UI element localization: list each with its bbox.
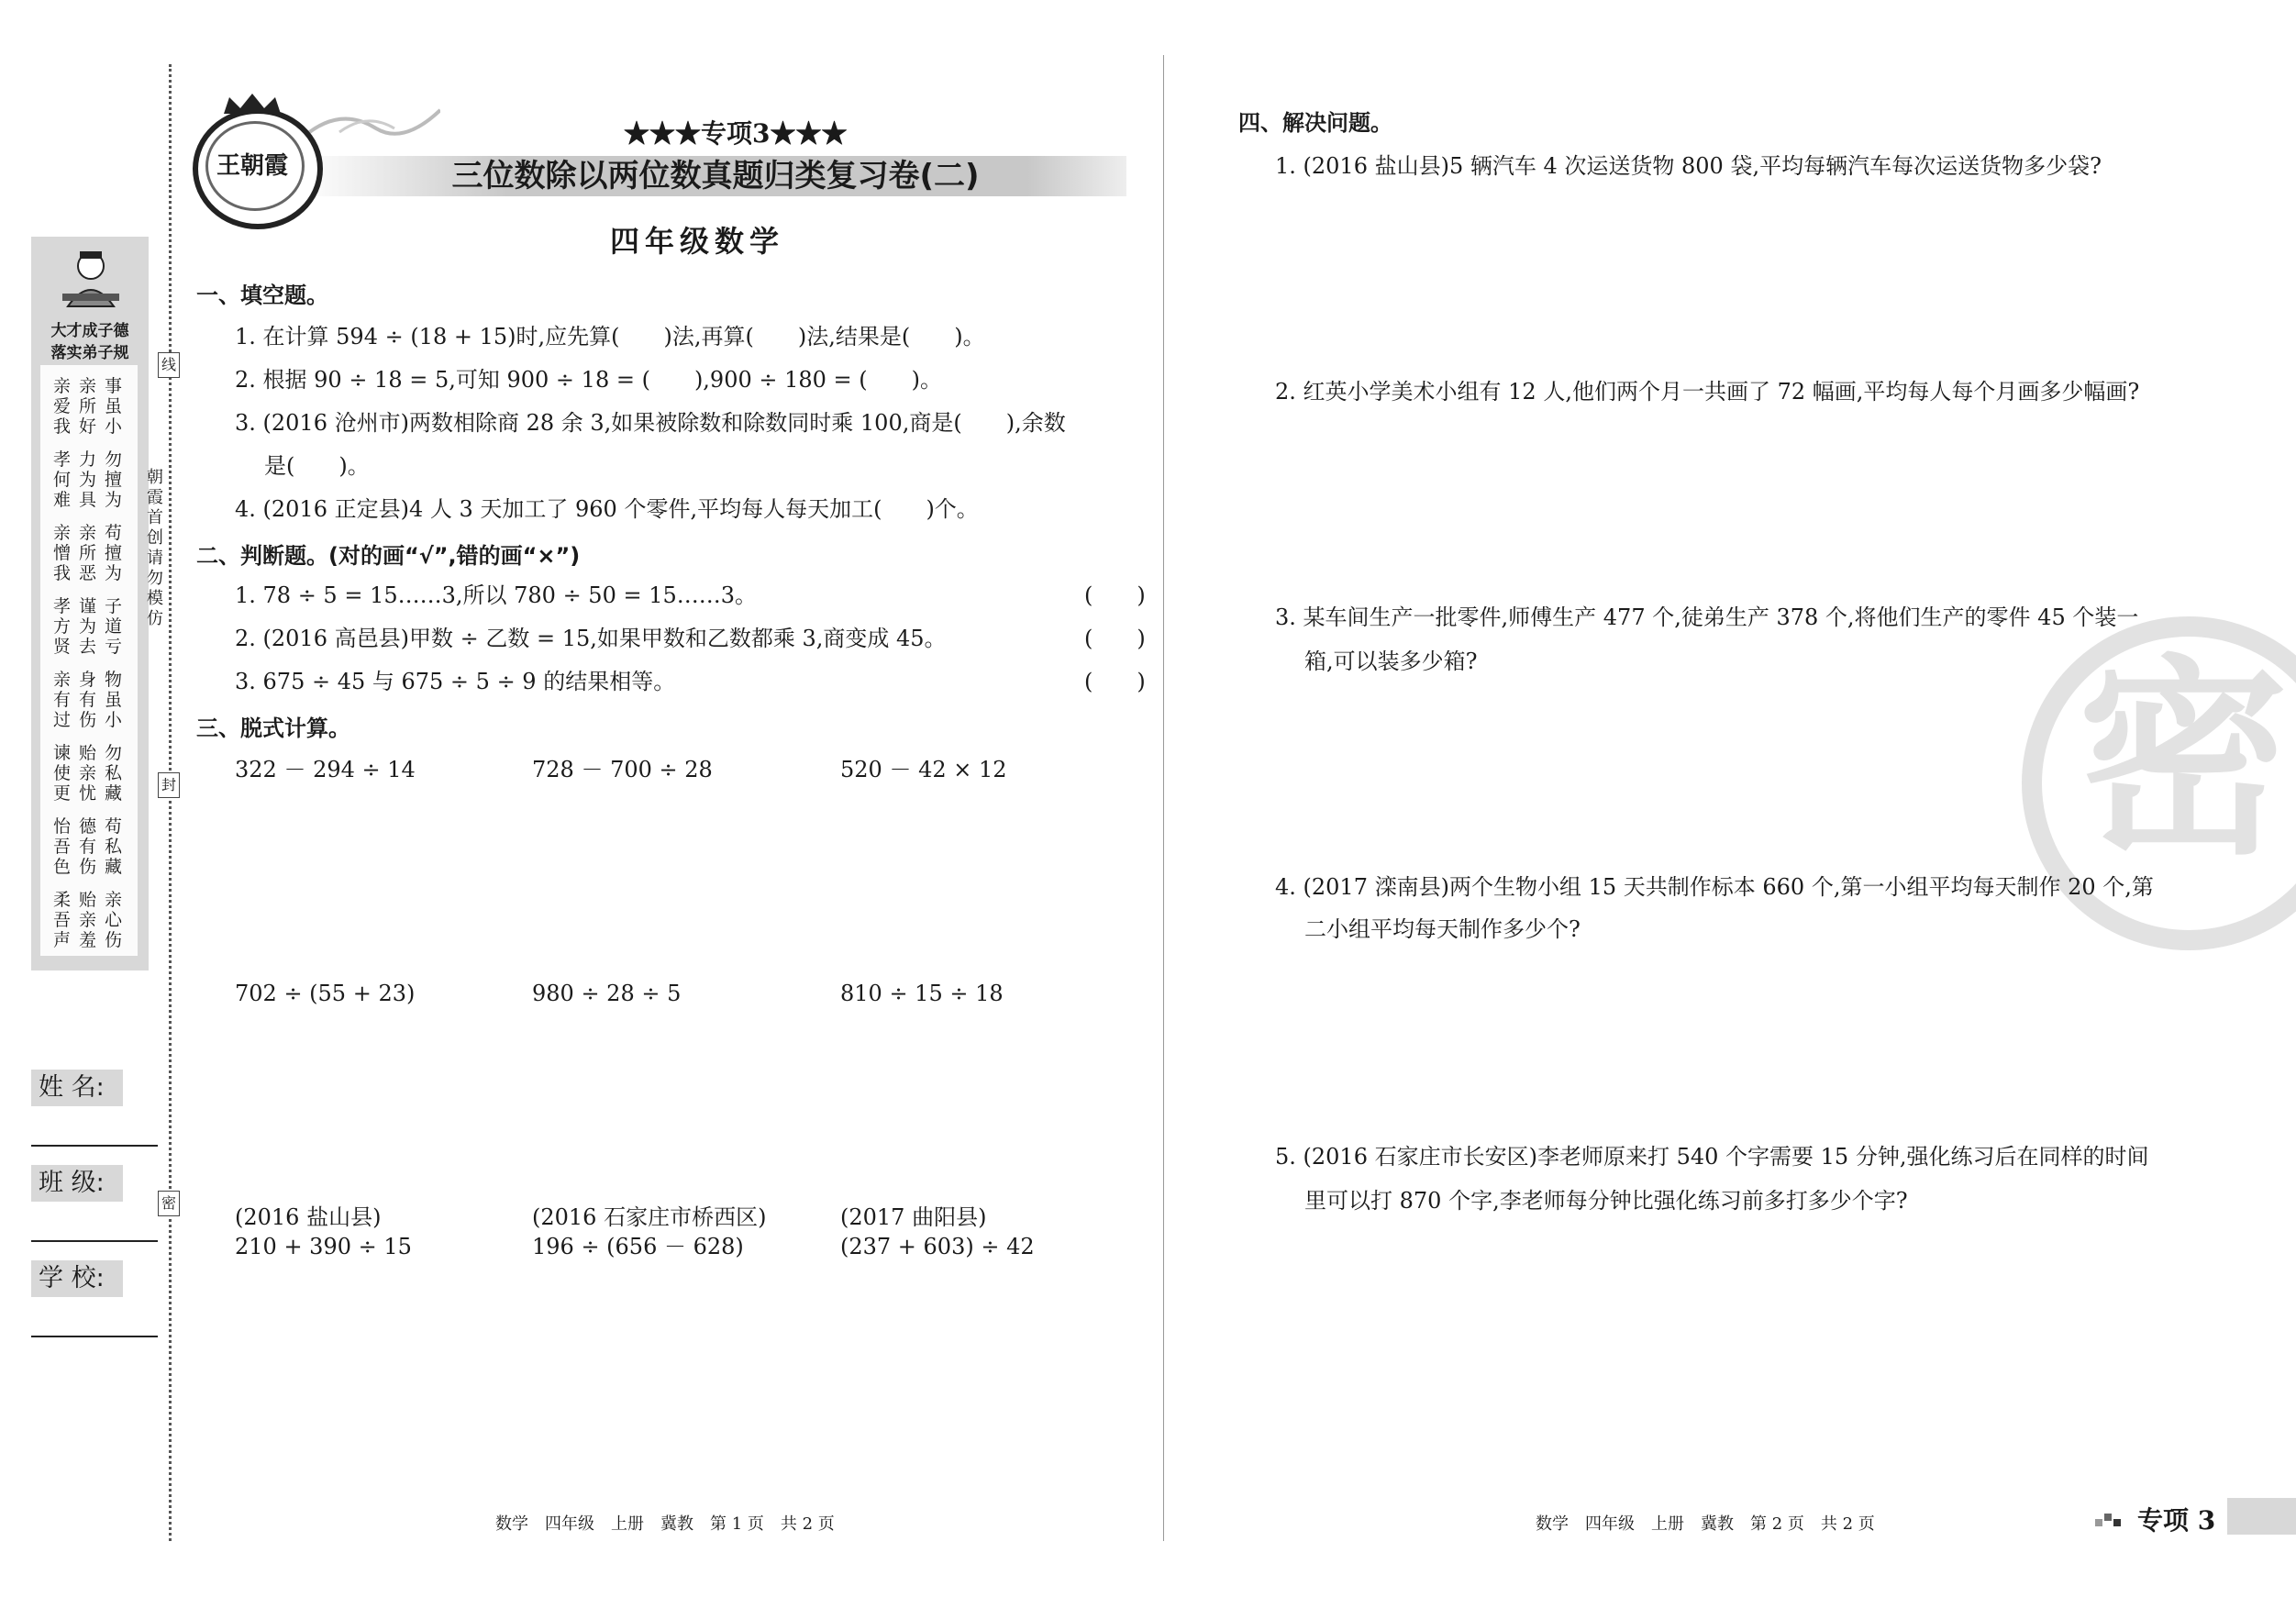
ribbon-decoration <box>303 101 440 147</box>
problem-5: 5. (2016 石家庄市长安区)李老师原来打 540 个字需要 15 分钟,强化练习后在同样的时间 <box>1275 1144 2149 1170</box>
footer-right: 数学 四年级 上册 冀教 第 2 页 共 2 页 <box>1536 1514 1875 1534</box>
class-field[interactable] <box>31 1240 158 1242</box>
poem-col: 贻亲羞 <box>79 890 97 950</box>
poem-col: 苟擅为 <box>105 523 123 583</box>
calc-item: 810 ÷ 15 ÷ 18 <box>840 981 1004 1006</box>
binding-text: 朝霞首创 请勿模仿 <box>147 468 163 628</box>
problem-1: 1. (2016 盐山县)5 辆汽车 4 次运送货物 800 袋,平均每辆汽车每次运送货物多少袋? <box>1275 153 2102 179</box>
page-subtitle: 四年级数学 <box>609 224 784 259</box>
fill-question-1: 1. 在计算 594 ÷ (18 + 15)时,应先算( )法,再算( )法,结果是( )。 <box>235 324 985 349</box>
watermark-char: 密 <box>2077 638 2289 883</box>
binding-mark-secret: 密 <box>158 1191 180 1216</box>
section-heading: 四、解决问题。 <box>1238 110 1392 136</box>
section-heading: 三、脱式计算。 <box>196 715 350 741</box>
name-label: 姓 名: <box>31 1070 123 1106</box>
problem-3: 3. 某车间生产一批零件,师傅生产 477 个,徒弟生产 378 个,将他们生产的零件 45 个装一 <box>1275 604 2139 630</box>
sidebar-motto-2: 落实弟子规 <box>50 344 129 362</box>
class-label: 班 级: <box>31 1165 123 1202</box>
page-title: 三位数除以两位数真题归类复习卷(二) <box>451 158 980 194</box>
problem-4: 4. (2017 滦南县)两个生物小组 15 天共制作标本 660 个,第一小组平均每天制作 20 个,第 <box>1275 874 2154 900</box>
poem-col: 亲有过 <box>53 670 72 730</box>
binding-mark-seal: 封 <box>158 772 180 798</box>
fill-question-2: 2. 根据 90 ÷ 18 = 5,可知 900 ÷ 18 = ( ),900 ÷ 180 = ( )。 <box>235 367 943 393</box>
section-heading: 二、判断题。(对的画“√”,错的画“×”) <box>196 543 581 569</box>
judge-question-1: 1. 78 ÷ 5 = 15……3,所以 780 ÷ 50 = 15……3。 <box>235 582 758 608</box>
binding-mark-line: 线 <box>158 352 180 378</box>
poem-col: 子道亏 <box>105 596 123 657</box>
poem-col: 谨为去 <box>79 596 97 657</box>
problem-4-cont: 二小组平均每天制作多少个? <box>1304 916 1581 942</box>
binding-line <box>169 64 172 1541</box>
poem-col: 苟私藏 <box>105 816 123 877</box>
poem-col: 勿私藏 <box>105 743 123 804</box>
poem-col: 谏使更 <box>53 743 72 804</box>
calc-item: 520 － 42 × 12 <box>840 757 1007 782</box>
footer-left: 数学 四年级 上册 冀教 第 1 页 共 2 页 <box>495 1514 835 1534</box>
poem-col: 亲所好 <box>79 376 97 437</box>
corner-tab <box>2227 1498 2296 1535</box>
calc-item: 728 － 700 ÷ 28 <box>532 757 713 782</box>
poem-col: 勿擅为 <box>105 449 123 510</box>
problem-2: 2. 红英小学美术小组有 12 人,他们两个月一共画了 72 幅画,平均每人每个月画多少幅画? <box>1275 379 2140 405</box>
judge-answer-box[interactable]: ( ) <box>1084 626 1146 651</box>
poem-col: 孝方贤 <box>53 596 72 657</box>
poem-col: 孝何难 <box>53 449 72 510</box>
corner-dots <box>2095 1510 2132 1528</box>
calc-item: 196 ÷ (656 － 628) <box>532 1234 744 1259</box>
judge-question-2: 2. (2016 高邑县)甲数 ÷ 乙数 = 15,如果甲数和乙数都乘 3,商变成 45。 <box>235 626 947 651</box>
name-field[interactable] <box>31 1145 158 1147</box>
poem-col: 德有伤 <box>79 816 97 877</box>
corner-series-label: 专项 3 <box>2137 1505 2216 1536</box>
calc-source: (2017 曲阳县) <box>840 1204 987 1230</box>
sidebar-motto-1: 大才成子德 <box>50 322 129 340</box>
calc-item: 210 + 390 ÷ 15 <box>235 1234 412 1259</box>
poem-col: 力为具 <box>79 449 97 510</box>
calc-item: 322 － 294 ÷ 14 <box>235 757 416 782</box>
fill-question-4: 4. (2016 正定县)4 人 3 天加工了 960 个零件,平均每人每天加工( )个。 <box>235 496 979 522</box>
judge-question-3: 3. 675 ÷ 45 与 675 ÷ 5 ÷ 9 的结果相等。 <box>235 669 676 694</box>
problem-3-cont: 箱,可以装多少箱? <box>1304 649 1478 674</box>
calc-source: (2016 盐山县) <box>235 1204 382 1230</box>
school-label: 学 校: <box>31 1260 123 1297</box>
poem-col: 亲所恶 <box>79 523 97 583</box>
poem-col: 物虽小 <box>105 670 123 730</box>
page-divider <box>1163 55 1164 1541</box>
calc-source: (2016 石家庄市桥西区) <box>532 1204 767 1230</box>
poem-col: 事虽小 <box>105 376 123 437</box>
poem-col: 亲爱我 <box>53 376 72 437</box>
poem-col: 身有伤 <box>79 670 97 730</box>
poem-col: 柔吾声 <box>53 890 72 950</box>
judge-answer-box[interactable]: ( ) <box>1084 669 1146 694</box>
school-field[interactable] <box>31 1336 158 1337</box>
poem-col: 亲憎我 <box>53 523 72 583</box>
calc-item: (237 + 603) ÷ 42 <box>840 1234 1035 1259</box>
calc-item: 980 ÷ 28 ÷ 5 <box>532 981 682 1006</box>
logo-text: 王朝霞 <box>216 152 288 180</box>
fill-question-3-cont: 是( )。 <box>264 453 370 479</box>
poem-col: 贻亲忧 <box>79 743 97 804</box>
poem-col: 怡吾色 <box>53 816 72 877</box>
calc-item: 702 ÷ (55 + 23) <box>235 981 416 1006</box>
fill-question-3: 3. (2016 沧州市)两数相除商 28 余 3,如果被除数和除数同时乘 100,商是( ),余数 <box>235 410 1066 436</box>
sidebar-poem <box>40 365 138 956</box>
section-heading: 一、填空题。 <box>196 283 328 308</box>
judge-answer-box[interactable]: ( ) <box>1084 582 1146 608</box>
problem-5-cont: 里可以打 870 个字,李老师每分钟比强化练习前多打多少个字? <box>1304 1188 1908 1214</box>
mascot-icon <box>50 246 132 310</box>
poem-col: 亲心伤 <box>105 890 123 950</box>
series-label: ★★★专项3★★★ <box>624 118 848 149</box>
